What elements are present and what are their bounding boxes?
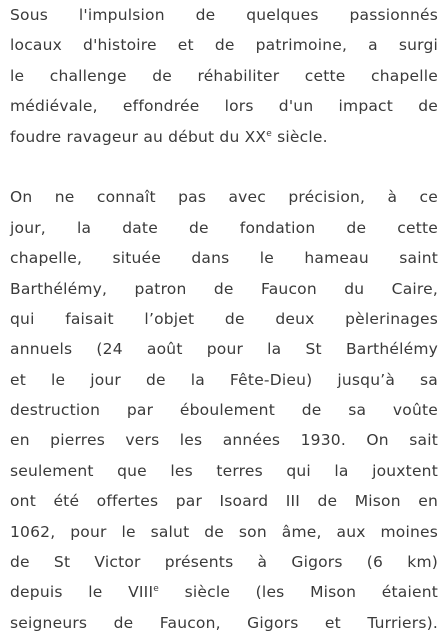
- article-text: [10, 0, 438, 638]
- text-line: chapelle, située dans le hameau saint: [10, 249, 438, 268]
- text-segment: siècle.: [272, 127, 328, 146]
- text-line: qui faisait l’objet de deux pèlerinages: [10, 309, 438, 328]
- superscript: e: [266, 128, 273, 139]
- text-segment: foudre ravageur au début du XX: [10, 127, 267, 146]
- text-line: en pierres vers les années 1930. On sait: [10, 431, 438, 450]
- text-line: et le jour de la Fête-Dieu) jusqu’à sa: [10, 370, 438, 389]
- text-line: [10, 122, 438, 152]
- superscript: e: [153, 584, 159, 595]
- paragraph-2: [10, 182, 438, 638]
- text-line: de St Victor présents à Gigors (6 km): [10, 553, 438, 572]
- text-segment: depuis le VIII: [10, 583, 154, 602]
- text-line: destruction par éboulement de sa voûte: [10, 401, 438, 420]
- text-line: On ne connaît pas avec précision, à ce: [10, 188, 438, 207]
- text-line: annuels (24 août pour la St Barthélémy: [10, 340, 438, 359]
- text-line: le challenge de réhabiliter cette chapelle: [10, 66, 438, 85]
- paragraph-gap: [10, 152, 438, 182]
- text-line: seulement que les terres qui la jouxtent: [10, 461, 438, 480]
- text-line: locaux d'histoire et de patrimoine, a surgi: [10, 36, 438, 55]
- text-segment: siècle (les Mison étaient: [158, 583, 439, 602]
- text-line: jour, la date de fondation de cette: [10, 218, 438, 237]
- text-line: seigneurs de Faucon, Gigors et Turriers).: [10, 613, 438, 632]
- paragraph-1: [10, 0, 438, 152]
- text-line: Sous l'impulsion de quelques passionnés: [10, 6, 438, 24]
- text-line: [10, 577, 438, 607]
- text-line: 1062, pour le salut de son âme, aux moines: [10, 522, 438, 541]
- text-line: médiévale, effondrée lors d'un impact de: [10, 97, 438, 116]
- text-line: ont été offertes par Isoard III de Mison en: [10, 492, 438, 511]
- text-line: Barthélémy, patron de Faucon du Caire,: [10, 279, 438, 298]
